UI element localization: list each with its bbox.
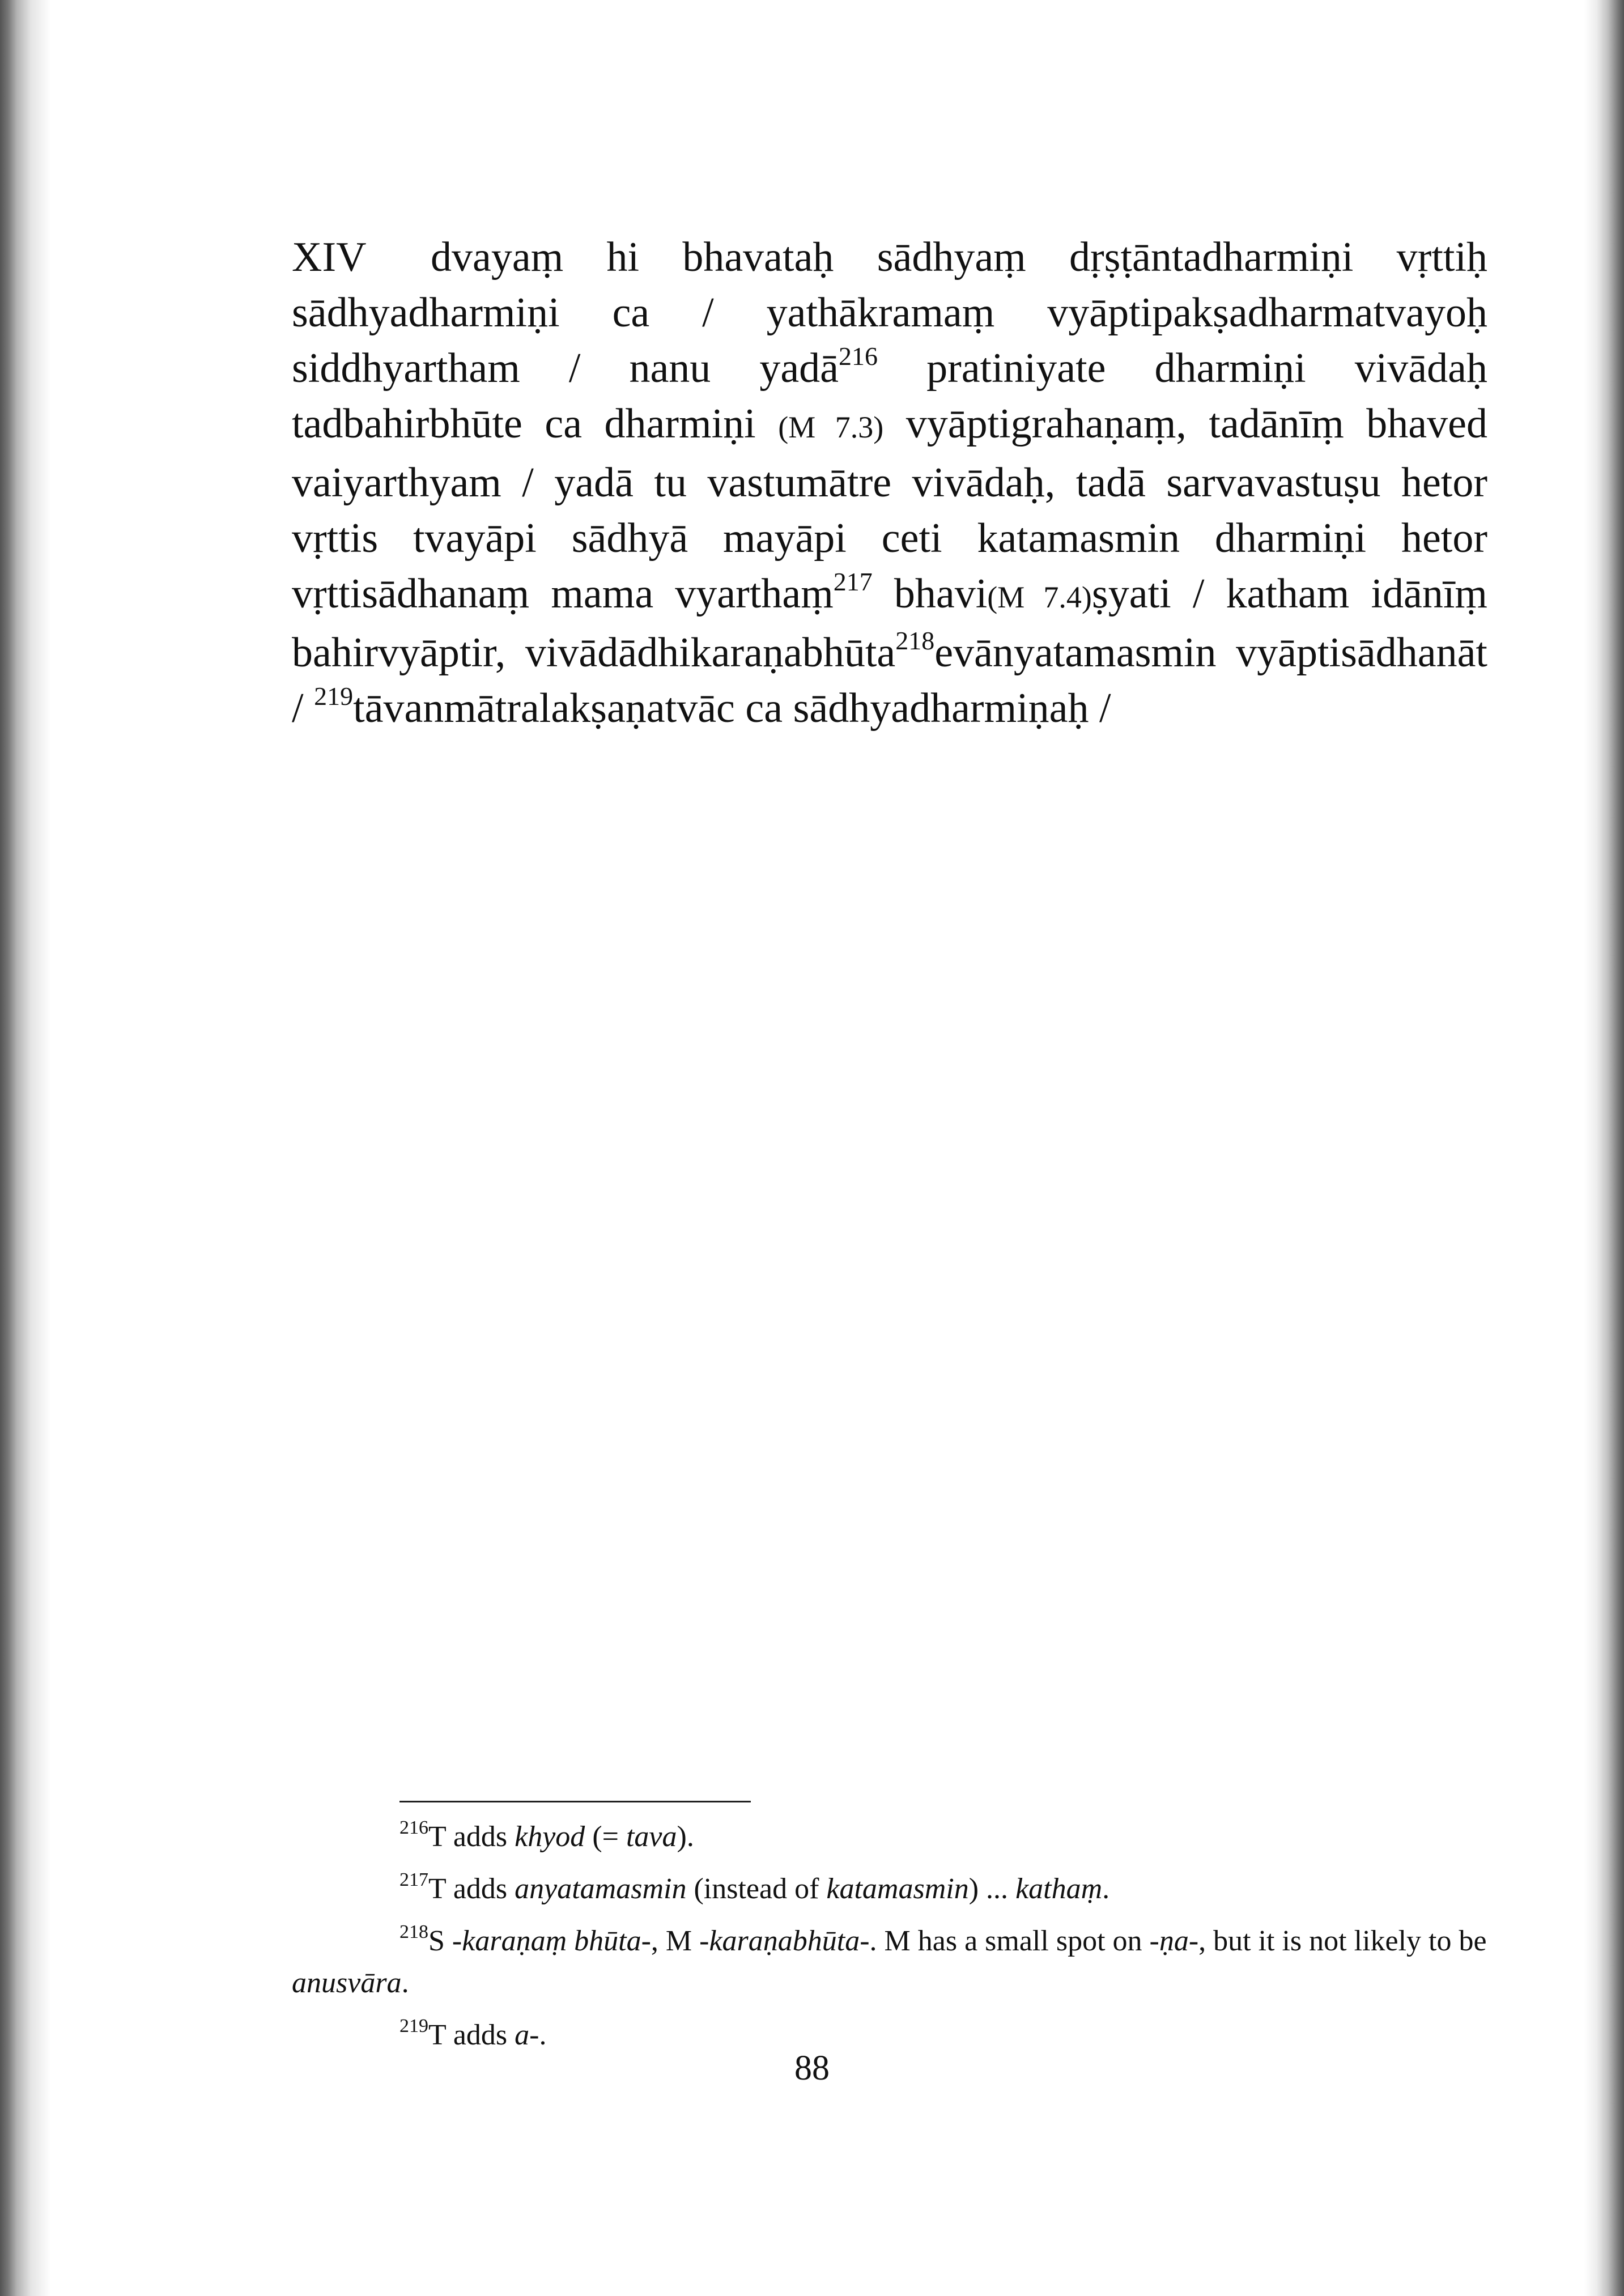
scan-edge-right <box>1584 0 1624 2296</box>
text-line-6: vṛttis tvayāpi sādhyā mayāpi ceti katamasmin dharmiṇi hetor <box>292 515 1487 562</box>
footnote-separator <box>399 1801 751 1802</box>
footnote-ref-218[interactable]: 218 <box>895 626 935 655</box>
footnote-219: $^{219}$T adds a-. <box>399 2016 547 2051</box>
footnote-218: $^{218}$S -karaṇaṃ bhūta-, M -karaṇabhūta-. M has a small spot on -ṇa-, but it is not likely to be anusvāra. <box>292 1921 1487 1999</box>
footnote-217: $^{217}$T adds anyatamasmin (instead of katamasmin) ... kathaṃ. <box>399 1869 1110 1905</box>
text-line-1: XIV dvayaṃ hi bhavataḥ sādhyaṃ dṛṣṭāntadharmiṇi vṛttiḥ <box>292 229 1487 285</box>
footnote-216: $^{216}$T adds khyod (= tava). <box>399 1817 694 1853</box>
footnote-ref-216[interactable]: 216 <box>839 342 878 371</box>
text-line-8: bahirvyāptir, vivādādhikaraṇabhūta$^{218}$evānyatamasmin vyāptisādhanāt <box>292 626 1487 676</box>
page-number: 88 <box>794 2049 830 2087</box>
text-line-2: sādhyadharmiṇi ca / yathākramaṃ vyāptipakṣadharmatvayoḥ <box>292 290 1487 336</box>
scan-edge-left <box>0 0 51 2296</box>
footnote-ref-217[interactable]: 217 <box>833 567 873 596</box>
manuscript-ref-7-4: (M 7.4) <box>987 580 1092 614</box>
text-line-5: vaiyarthyam / yadā tu vastumātre vivādaḥ, tadā sarvavastuṣu hetor <box>292 460 1487 506</box>
footnote-ref-219[interactable]: 219 <box>314 682 354 711</box>
main-text-block <box>292 229 1487 736</box>
text-line-9: / $^{219}$tāvanmātralakṣaṇatvāc ca sādhyadharmiṇaḥ / <box>292 682 1111 732</box>
section-number: XIV <box>292 234 367 280</box>
text-line-3: siddhyartham / nanu yadā$^{216}$ pratiniyate dharmiṇi vivādaḥ <box>292 342 1487 392</box>
footnotes-block <box>292 1816 1487 2067</box>
text-line-7: vṛttisādhanaṃ mama vyarthaṃ$^{217}$ bhavi(M 7.4)ṣyati / katham idānīṃ <box>292 567 1487 617</box>
text-line-4: tadbahirbhūte ca dharmiṇi (M 7.3) vyāptigrahaṇaṃ, tadānīṃ bhaved <box>292 401 1487 447</box>
manuscript-ref-7-3: (M 7.3) <box>778 410 884 444</box>
